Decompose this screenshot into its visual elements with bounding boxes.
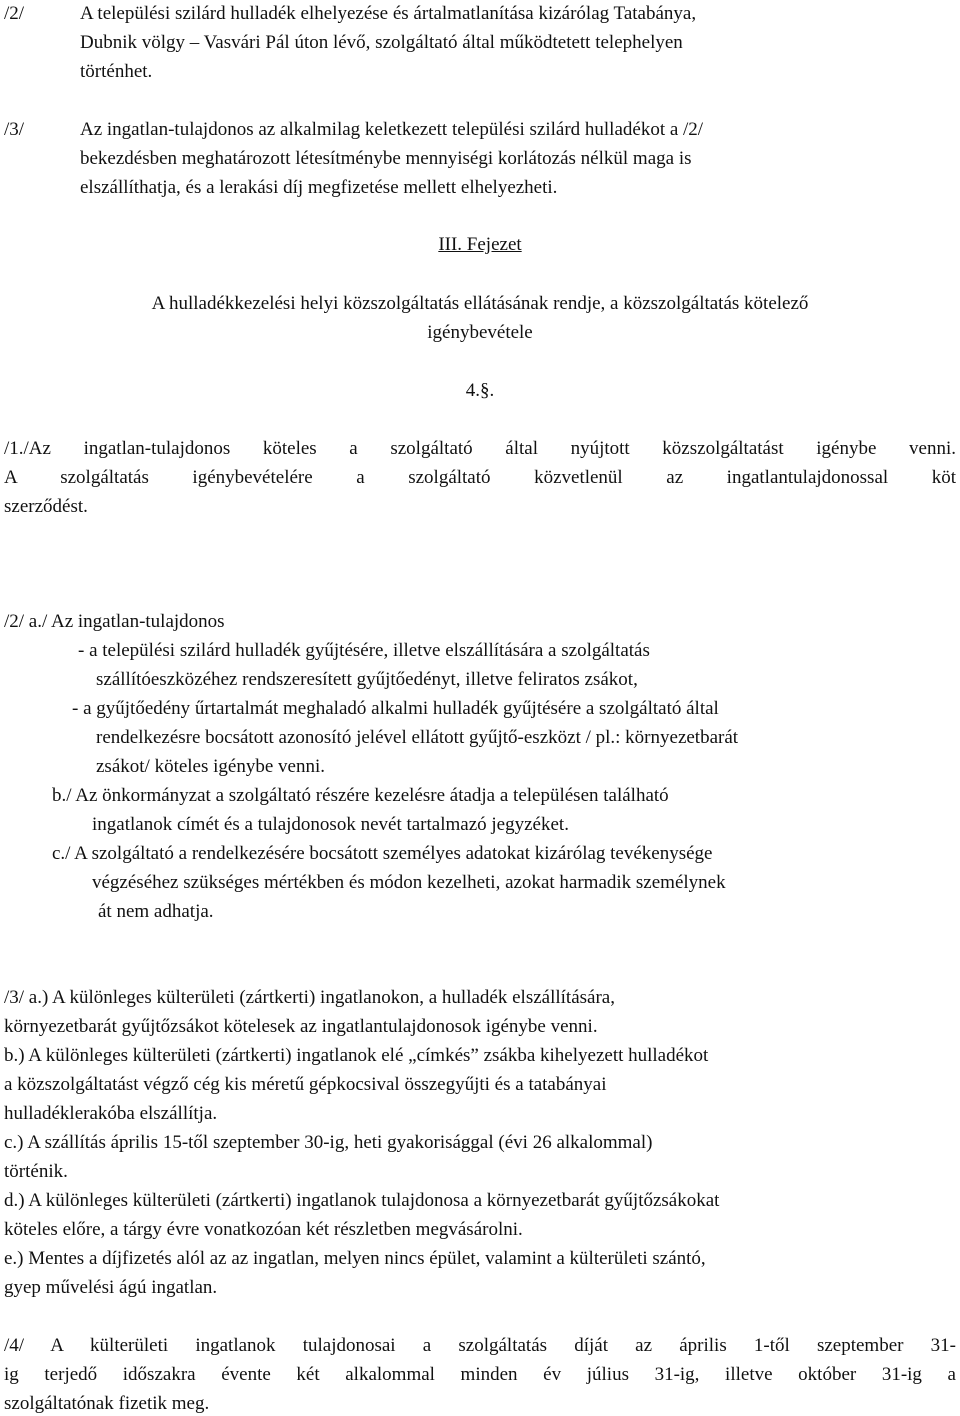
subsection-2-c-line-1: c./ A szolgáltató a rendelkezésére bocsátott személyes adatokat kizárólag tevékenysége (52, 843, 713, 864)
section-2-number: /2/ (4, 3, 25, 24)
subsection-3-b-line-2: a közszolgáltatást végző cég kis méretű gépkocsival összegyűjti és a tatabányai (4, 1074, 607, 1095)
section-2-line-1: A települési szilárd hulladék elhelyezése és ártalmatlanítása kizárólag Tatabánya, (80, 3, 697, 24)
section-3-line-1: Az ingatlan-tulajdonos az alkalmilag keletkezett települési szilárd hulladékot a /2/ (80, 119, 704, 140)
paragraph-4-line-1: /1./Az ingatlan-tulajdonos köteles a szolgáltató által nyújtott közszolgáltatást igénybe venni. (4, 438, 956, 459)
subsection-2-a-line-1: - a települési szilárd hulladék gyűjtésére, illetve elszállítására a szolgáltatás (78, 640, 650, 661)
subsection-3-c-line-1: c.) A szállítás április 15-től szeptember 30-ig, heti gyakorisággal (évi 26 alkalommal) (4, 1132, 653, 1153)
subsection-4-line-1: /4/ A külterületi ingatlanok tulajdonosai a szolgáltatás díját az április 1-től szeptember 31- (4, 1335, 956, 1356)
subsection-4-line-2: ig terjedő időszakra évente két alkalommal minden év július 31-ig, illetve október 31-ig a (4, 1364, 956, 1385)
subsection-3-a-line-2: környezetbarát gyűjtőzsákot kötelesek az ingatlantulajdonosok igénybe venni. (4, 1016, 598, 1037)
subsection-2-a-line-4: rendelkezésre bocsátott azonosító jelével ellátott gyűjtő-eszközt / pl.: környezetbarát (96, 727, 739, 748)
paragraph-4-line-2: A szolgáltatás igénybevételére a szolgáltató közvetlenül az ingatlantulajdonossal köt (4, 467, 956, 488)
subsection-2-a-line-2: szállítóeszközéhez rendszeresített gyűjtőedényt, illetve feliratos zsákot, (96, 669, 638, 690)
subsection-2-a-line-5: zsákot/ köteles igénybe venni. (96, 756, 325, 777)
subsection-3-a-line-1: /3/ a.) A különleges külterületi (zártkerti) ingatlanokon, a hulladék elszállítására, (4, 987, 615, 1008)
section-2-line-3: történhet. (80, 61, 153, 82)
subsection-3-d-line-1: d.) A különleges külterületi (zártkerti) ingatlanok tulajdonosa a környezetbarát gyűjtőzsákokat (4, 1190, 720, 1211)
subsection-3-b-line-3: hulladéklerakóba elszállítja. (4, 1103, 218, 1124)
paragraph-4-line-3: szerződést. (4, 496, 88, 517)
section-2-line-2: Dubnik völgy – Vasvári Pál úton lévő, szolgáltató által működtetett telephelyen (80, 32, 683, 53)
subsection-3-c-line-2: történik. (4, 1161, 68, 1182)
section-3-line-2: bekezdésben meghatározott létesítménybe mennyiségi korlátozás nélkül maga is (80, 148, 692, 169)
subsection-2-a-line-3: - a gyűjtőedény űrtartalmát meghaladó alkalmi hulladék gyűjtésére a szolgáltató által (72, 698, 719, 719)
chapter-subtitle-line-1: A hulladékkezelési helyi közszolgáltatás ellátásának rendje, a közszolgáltatás kötelező (151, 293, 809, 314)
subsection-2-c-line-2: végzéséhez szükséges mértékben és módon kezelheti, azokat harmadik személynek (92, 872, 726, 893)
subsection-2-c-line-3: át nem adhatja. (98, 901, 214, 922)
subsection-2-intro: /2/ a./ Az ingatlan-tulajdonos (4, 611, 225, 632)
subsection-2-b-line-1: b./ Az önkormányzat a szolgáltató részére kezelésre átadja a településen található (52, 785, 669, 806)
section-3-number: /3/ (4, 119, 25, 140)
chapter-subtitle-line-2: igénybevétele (427, 322, 533, 343)
paragraph-4-heading: 4.§. (465, 380, 495, 401)
subsection-3-b-line-1: b.) A különleges külterületi (zártkerti) ingatlanok elé „címkés” zsákba kihelyezett hulladékot (4, 1045, 709, 1066)
subsection-4-line-3: szolgáltatónak fizetik meg. (4, 1393, 210, 1414)
chapter-title: III. Fejezet (438, 234, 522, 255)
subsection-3-d-line-2: köteles előre, a tárgy évre vonatkozóan két részletben megvásárolni. (4, 1219, 523, 1240)
section-3-line-3: elszállíthatja, és a lerakási díj megfizetése mellett elhelyezheti. (80, 177, 558, 198)
subsection-2-b-line-2: ingatlanok címét és a tulajdonosok nevét tartalmazó jegyzéket. (92, 814, 569, 835)
subsection-3-e-line-2: gyep művelési ágú ingatlan. (4, 1277, 218, 1298)
subsection-3-e-line-1: e.) Mentes a díjfizetés alól az az ingatlan, melyen nincs épület, valamint a külterületi szántó, (4, 1248, 706, 1269)
